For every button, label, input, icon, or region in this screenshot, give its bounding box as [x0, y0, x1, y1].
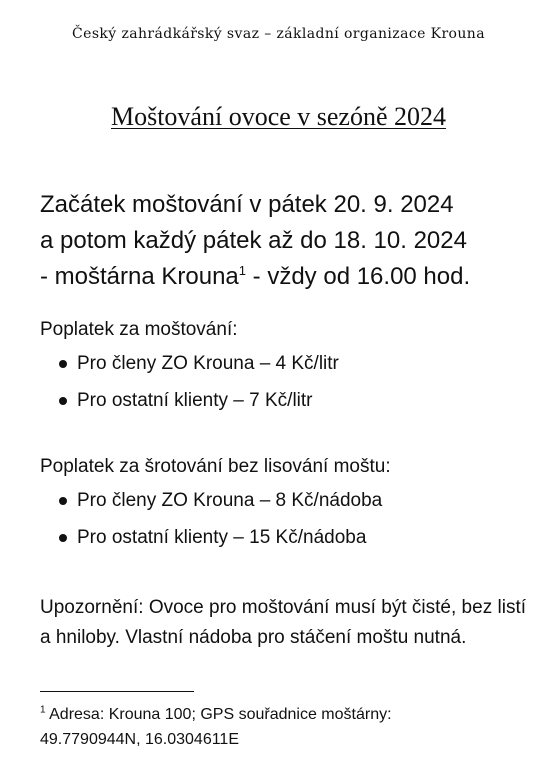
page-title: Moštování ovoce v sezóně 2024: [110, 102, 447, 131]
pressing-fees-heading: Poplatek za moštování:: [40, 319, 238, 340]
list-item: [40, 526, 530, 550]
schedule-line-location: [40, 259, 540, 295]
bullet-icon: [59, 534, 67, 542]
grinding-fees-heading: Poplatek za šrotování bez lisování moštu:: [40, 456, 391, 477]
pressing-fees-list: [40, 352, 530, 413]
pressing-fees-section: [40, 318, 530, 426]
footnote: [40, 702, 530, 752]
bullet-icon: [59, 397, 67, 405]
footnote-line-address: [40, 702, 530, 727]
time-text: - vždy od 16.00 hod.: [246, 263, 471, 290]
footnote-reference: 1: [238, 263, 246, 278]
footnote-marker: 1: [40, 704, 46, 716]
fee-text: Pro členy ZO Krouna – 4 Kč/litr: [77, 353, 339, 374]
fee-text: Pro ostatní klienty – 15 Kč/nádoba: [77, 527, 367, 548]
schedule-line-start: Začátek moštování v pátek 20. 9. 2024: [40, 191, 454, 218]
bullet-icon: [59, 497, 67, 505]
bullet-icon: [59, 360, 67, 368]
footnote-address-text: Adresa: Krouna 100; GPS souřadnice moštárny:: [45, 706, 392, 723]
fee-text: Pro ostatní klienty – 7 Kč/litr: [77, 390, 313, 411]
fee-text: Pro členy ZO Krouna – 8 Kč/nádoba: [77, 490, 383, 511]
schedule-block: [40, 187, 540, 295]
notice-paragraph: Upozornění: Ovoce pro moštování musí být čisté, bez listí a hniloby. Vlastní nádoba pro stáčení moštu nutná.: [40, 597, 526, 648]
grinding-fees-section: [40, 455, 530, 563]
organization-header: Český zahrádkářský svaz – základní organizace Krouna: [72, 26, 485, 42]
location-text: - moštárna Krouna: [40, 263, 239, 290]
footnote-line-coordinates: 49.7790944N, 16.0304611E: [40, 731, 239, 748]
footnote-divider: [40, 691, 194, 692]
list-item: [40, 352, 530, 376]
grinding-fees-list: [40, 489, 530, 550]
list-item: [40, 389, 530, 413]
list-item: [40, 489, 530, 513]
schedule-line-weekly: a potom každý pátek až do 18. 10. 2024: [40, 227, 467, 254]
